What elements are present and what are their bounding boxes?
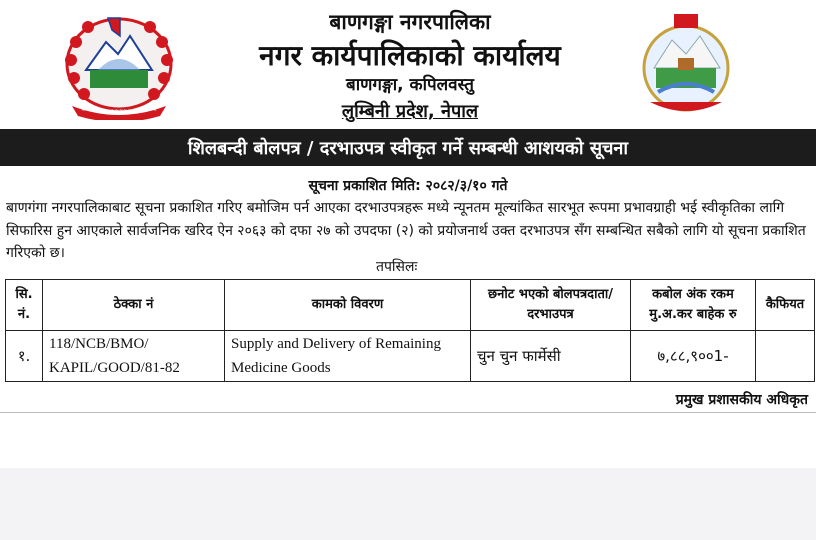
col-header-contract-no: ठेक्का नं bbox=[43, 280, 225, 331]
signature-title: प्रमुख प्रशासकीय अधिकृत bbox=[675, 392, 808, 408]
award-table bbox=[5, 279, 815, 382]
cell-selected-bidder: चुन चुन फार्मेसी bbox=[471, 331, 631, 382]
table-header-row bbox=[6, 280, 815, 331]
col-header-sn: सि. नं. bbox=[6, 280, 43, 331]
nepal-government-emblem bbox=[58, 12, 180, 120]
table-row bbox=[6, 331, 815, 382]
col-header-remarks: कैफियत bbox=[756, 280, 815, 331]
col-header-selected-bidder: छनोट भएको बोलपत्रदाता/दरभाउपत्र bbox=[471, 280, 631, 331]
office-name: नगर कार्यपालिकाको कार्यालय bbox=[259, 39, 561, 72]
municipality-logo bbox=[640, 10, 732, 122]
notice-title: शिलबन्दी बोलपत्र / दरभाउपत्र स्वीकृत गर्ने सम्बन्धी आशयको सूचना bbox=[187, 137, 629, 159]
col-header-amount: कबोल अंक रकम मु.अ.कर बाहेक रु bbox=[631, 280, 756, 331]
province-country: लुम्बिनी प्रदेश, नेपाल bbox=[341, 101, 479, 122]
notice-body-text: बाणगंगा नगरपालिकाबाट सूचना प्रकाशित गरिए बमोजिम पर्न आएका दरभाउपत्रहरू मध्ये न्यूनतम मूल्यांकित सारभूत रूपमा प्रभावग्राही भई स्वीकृतिका लागि सिफारिस हुन आएकाले सार्वजनिक खरिद ऐन २०६३ को दफा २७ को उपदफा (२) को प्रयोजनार्थ उक्त दरभाउपत्र सँग सम्बन्धित सबैको लागि यो सूचना प्रकाशित गरिएको छ। bbox=[6, 200, 806, 261]
cell-remarks bbox=[756, 331, 815, 382]
publish-date: सूचना प्रकाशित मिति: २०८२/३/१० गते bbox=[308, 178, 508, 194]
cell-amount: ७,८८,९००1- bbox=[631, 331, 756, 382]
svg-text:~~~~~~~~~~~~~~~~~~: ~~~~~~~~~~~~~~~~~~ bbox=[81, 108, 157, 114]
cell-contract-no: 118/NCB/BMO/ KAPIL/GOOD/81-82 bbox=[43, 331, 225, 382]
notice-title-bar bbox=[0, 129, 816, 166]
details-label: तपसिलः bbox=[376, 259, 418, 275]
col-header-work-desc: कामको विवरण bbox=[225, 280, 471, 331]
footer-band bbox=[0, 468, 816, 540]
cell-sn: १. bbox=[6, 331, 43, 382]
cell-work-desc: Supply and Delivery of Remaining Medicine Goods bbox=[225, 331, 471, 382]
office-location: बाणगङ्गा, कपिलवस्तु bbox=[346, 75, 474, 95]
municipality-name: बाणगङ्गा नगरपालिका bbox=[329, 10, 491, 34]
